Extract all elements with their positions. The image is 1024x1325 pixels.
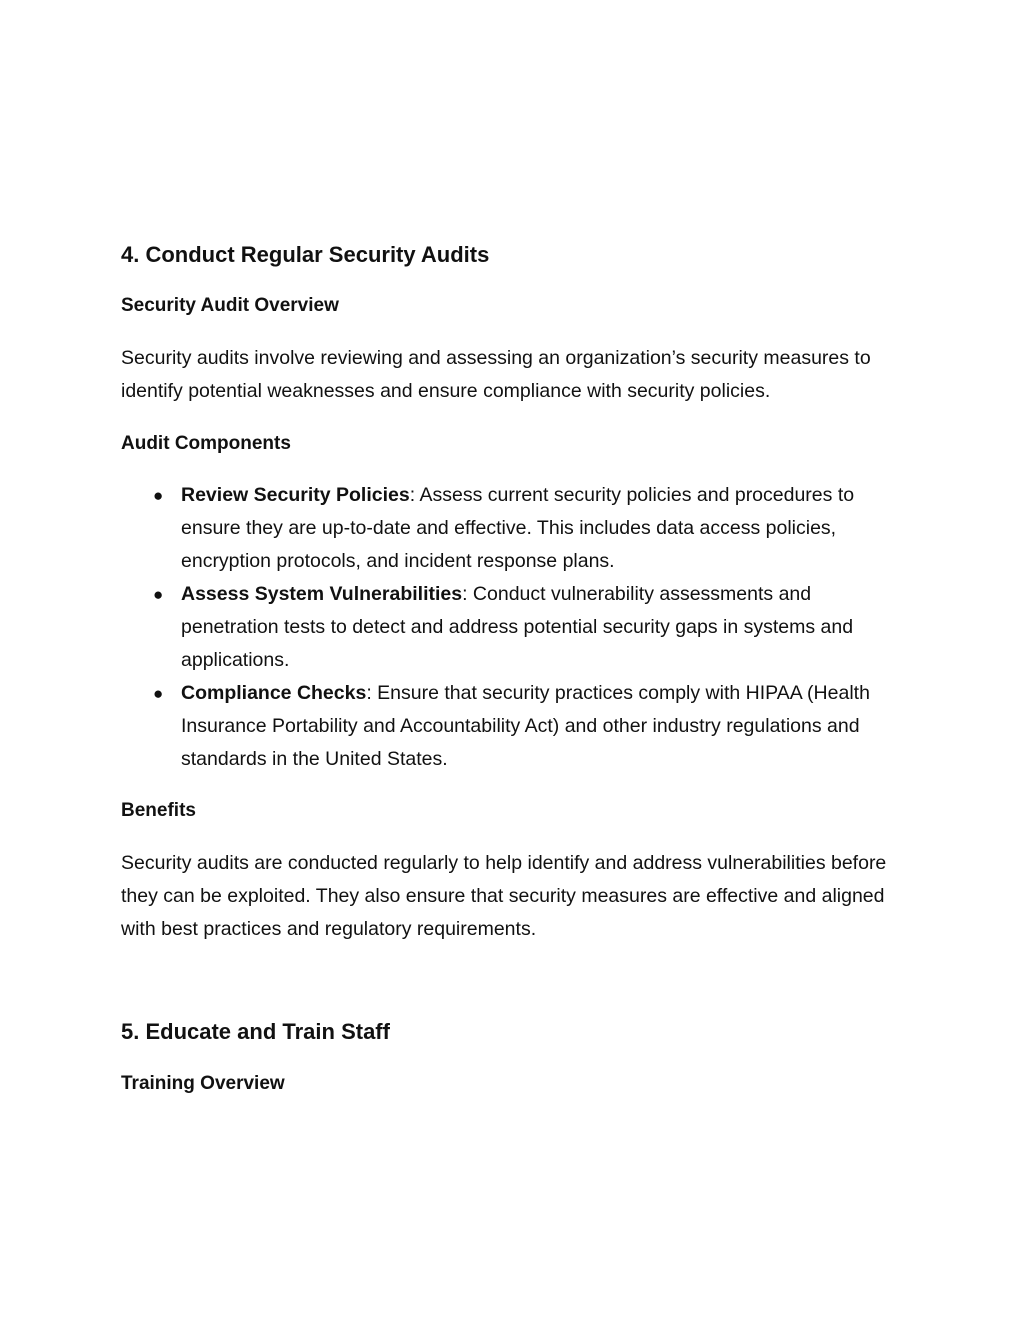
bullet-icon: ● [153,486,164,505]
bullet-icon: ● [153,585,164,604]
document-content [121,238,911,1099]
bullet-icon: ● [153,684,164,703]
benefits-text: Security audits are conducted regularly to help identify and address vulnerabilities before they can be exploited. They also ensure that security measures are effective and aligned with best practices and regulatory requirements. [121,852,887,940]
security-audit-overview-text: Security audits involve reviewing and assessing an organization’s security measures to identify potential weaknesses and ensure compliance with security policies. [121,347,871,402]
list-item-text: : Ensure that security practices comply with HIPAA (Health Insurance Portability and Accountability Act) and other industry regulations and standards in the United States. [181,682,870,770]
list-item [121,479,911,578]
list-item-term: Compliance Checks [181,682,367,704]
section-4-title: 4. Conduct Regular Security Audits [121,242,490,267]
audit-components-list [121,479,911,776]
training-overview-heading: Training Overview [121,1073,285,1094]
audit-components-heading: Audit Components [121,433,291,454]
list-item-term: Review Security Policies [181,484,410,506]
list-item-text: : Assess current security policies and procedures to ensure they are up-to-date and effective. This includes data access policies, encryption protocols, and incident response plans. [181,484,855,572]
benefits-heading: Benefits [121,800,196,821]
list-item [121,578,911,677]
list-item-term: Assess System Vulnerabilities [181,583,463,605]
list-item [121,677,911,776]
list-item-text: : Conduct vulnerability assessments and penetration tests to detect and address potential security gaps in systems and applications. [181,583,854,671]
section-5-title: 5. Educate and Train Staff [121,1019,390,1044]
security-audit-overview-heading: Security Audit Overview [121,295,339,316]
